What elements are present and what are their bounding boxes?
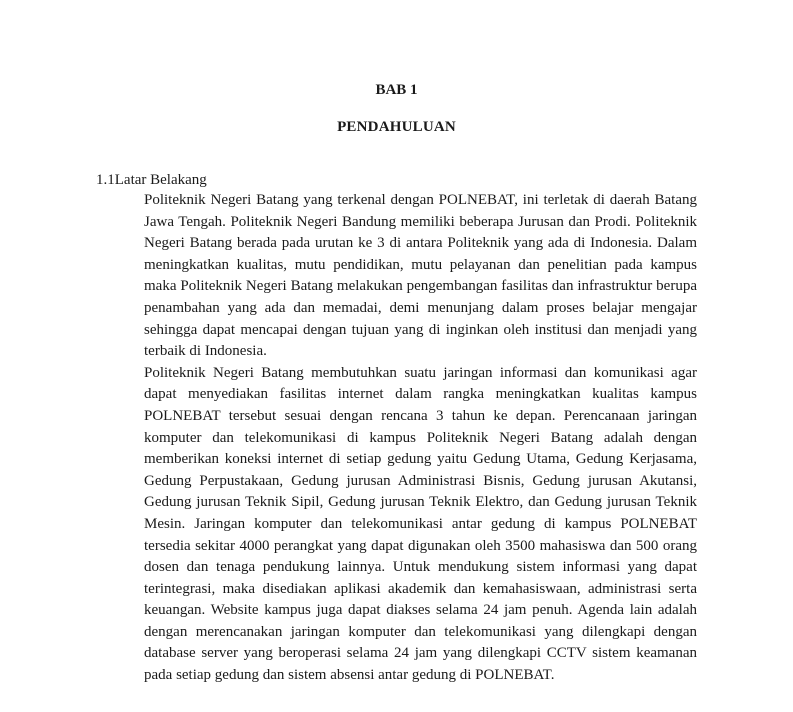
chapter-title: PENDAHULUAN <box>337 119 456 135</box>
paragraph-2: Politeknik Negeri Batang membutuhkan suatu jaringan informasi dan komunikasi agar dapat menyediakan fasilitas internet dalam rangka meningkatkan kualitas kampus POLNEBAT tersebut sesuai dengan rencana 3 tahun ke depan. Perencanaan jaringan komputer dan telekomunikasi di kampus Politeknik Negeri Batang adalah dengan memberikan koneksi internet di setiap gedung yaitu Gedung Utama, Gedung Kerjasama, Gedung Perpustakaan, Gedung jurusan Administrasi Bisnis, Gedung jurusan Akutansi, Gedung jurusan Teknik Sipil, Gedung jurusan Teknik Elektro, dan Gedung jurusan Teknik Mesin. Jaringan komputer dan telekomunikasi antar gedung di kampus POLNEBAT tersedia sekitar 4000 perangkat yang dapat digunakan oleh 3500 mahasiswa dan 500 orang dosen dan tenaga pendukung lainnya. Untuk mendukung sistem informasi yang dapat terintegrasi, maka disediakan aplikasi akademik dan kemahasiswaan, administrasi serta keuangan. Website kampus juga dapat diakses selama 24 jam penuh. Agenda lain adalah dengan merencanakan jaringan komputer dan telekomunikasi yang dilengkapi dengan database server yang beroperasi selama 24 jam yang dilengkapi CCTV sistem keamanan pada setiap gedung dan sistem absensi antar gedung di POLNEBAT. <box>144 364 697 684</box>
section-body <box>144 190 697 687</box>
chapter-number: BAB 1 <box>375 82 418 98</box>
section-heading: 1.1Latar Belakang <box>96 172 207 188</box>
paragraph-1: Politeknik Negeri Batang yang terkenal dengan POLNEBAT, ini terletak di daerah Batang Jawa Tengah. Politeknik Negeri Bandung memiliki beberapa Jurusan dan Prodi. Politeknik Negeri Batang berada pada urutan ke 3 di antara Politeknik yang ada di Indonesia. Dalam meningkatkan kualitas, mutu pendidikan, mutu pelayanan dan penelitian pada kampus maka Politeknik Negeri Batang melakukan pengembangan fasilitas dan infrastruktur berupa penambahan yang ada dan memadai, demi menunjang dalam proses belajar mengajar sehingga dapat mencapai dengan tujuan yang di inginkan oleh institusi dan menjadi yang terbaik di Indonesia. <box>144 192 697 360</box>
